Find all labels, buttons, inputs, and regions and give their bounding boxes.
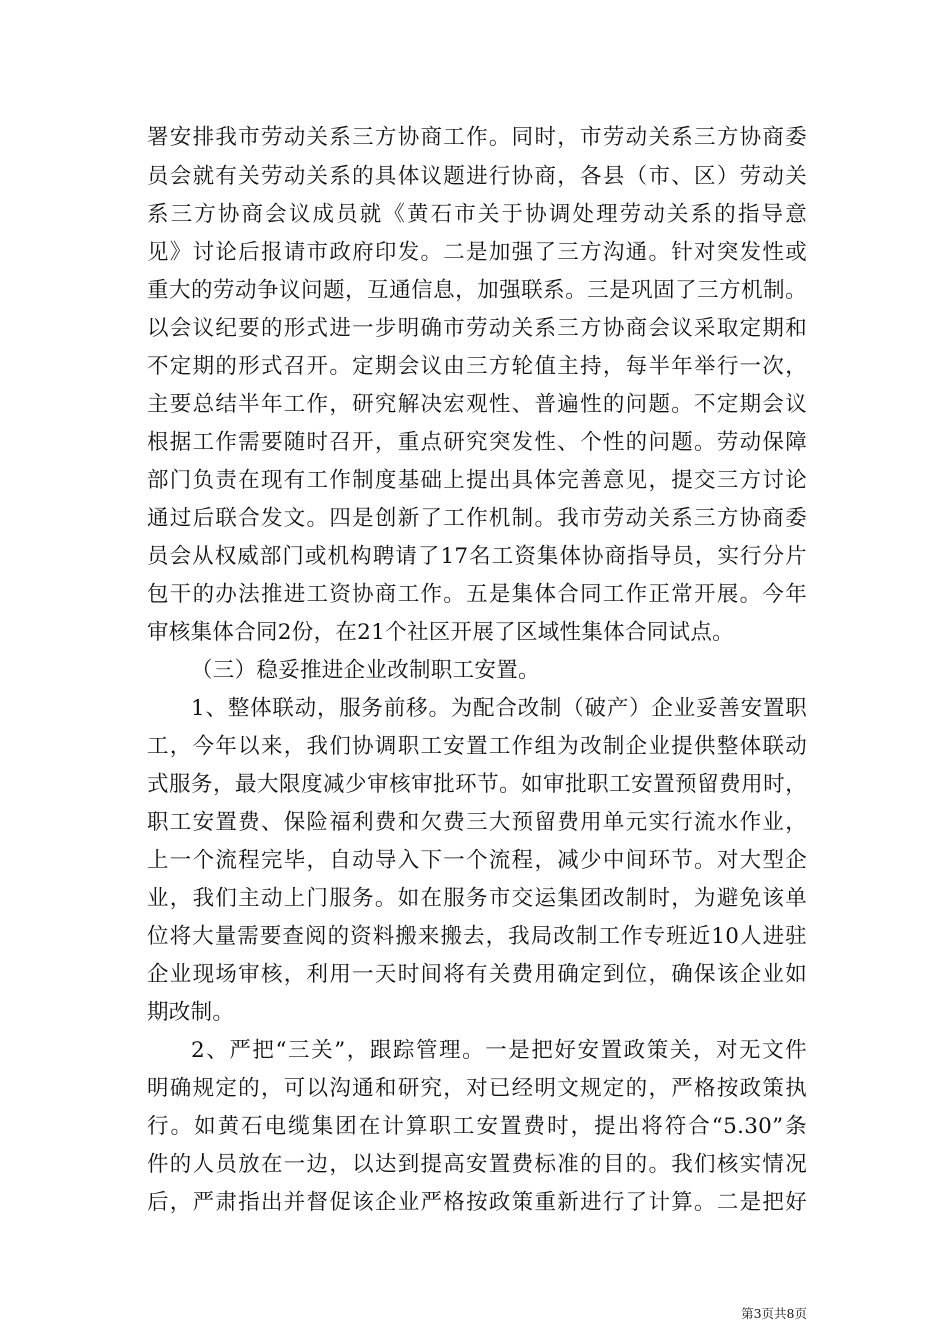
- text-line: 见》讨论后报请市政府印发。二是加强了三方沟通。针对突发性或: [147, 240, 807, 265]
- section-heading: （三）稳妥推进企业改制职工安置。: [191, 658, 540, 683]
- text-line: 明确规定的，可以沟通和研究，对已经明文规定的，严格按政策执: [147, 1076, 807, 1101]
- text-line: 审核集体合同2份，在21个社区开展了区域性集体合同试点。: [147, 620, 734, 645]
- text-line: 件的人员放在一边，以达到提高安置费标准的目的。我们核实情况: [147, 1152, 807, 1177]
- text-line: 后，严肃指出并督促该企业严格按政策重新进行了计算。二是把好: [147, 1190, 807, 1215]
- text-line: 主要总结半年工作，研究解决宏观性、普遍性的问题。不定期会议: [147, 392, 807, 417]
- text-line: 不定期的形式召开。定期会议由三方轮值主持，每半年举行一次，: [147, 354, 807, 379]
- text-line: 员会从权威部门或机构聘请了17名工资集体协商指导员，实行分片: [147, 544, 807, 569]
- text-line: 式服务，最大限度减少审核审批环节。如审批职工安置预留费用时，: [147, 772, 807, 797]
- text-line: 工，今年以来，我们协调职工安置工作组为改制企业提供整体联动: [147, 734, 807, 759]
- text-line: 重大的劳动争议问题，互通信息，加强联系。三是巩固了三方机制。: [147, 278, 807, 303]
- text-line: 位将大量需要查阅的资料搬来搬去，我局改制工作专班近10人进驻: [147, 924, 807, 949]
- text-line: 上一个流程完毕，自动导入下一个流程，减少中间环节。对大型企: [147, 848, 807, 873]
- text-line: 署安排我市劳动关系三方协商工作。同时，市劳动关系三方协商委: [147, 125, 807, 150]
- text-line: 包干的办法推进工资协商工作。五是集体合同工作正常开展。今年: [147, 582, 807, 607]
- page-number: 第3页共8页: [741, 1306, 807, 1321]
- text-line: 职工安置费、保险福利费和欠费三大预留费用单元实行流水作业，: [147, 810, 807, 835]
- text-line: 期改制。: [147, 1000, 235, 1025]
- text-line: 业，我们主动上门服务。如在服务市交运集团改制时，为避免该单: [147, 886, 807, 911]
- text-line: 2、严把“三关”，跟踪管理。一是把好安置政策关，对无文件: [191, 1038, 807, 1063]
- text-line: 部门负责在现有工作制度基础上提出具体完善意见，提交三方讨论: [147, 468, 807, 493]
- text-line: 1、整体联动，服务前移。为配合改制（破产）企业妥善安置职: [191, 696, 807, 721]
- text-line: 行。如黄石电缆集团在计算职工安置费时，提出将符合“5.30”条: [147, 1114, 807, 1139]
- text-line: 以会议纪要的形式进一步明确市劳动关系三方协商会议采取定期和: [147, 316, 807, 341]
- text-line: 企业现场审核，利用一天时间将有关费用确定到位，确保该企业如: [147, 962, 807, 987]
- text-line: 根据工作需要随时召开，重点研究突发性、个性的问题。劳动保障: [147, 430, 807, 455]
- text-line: 系三方协商会议成员就《黄石市关于协调处理劳动关系的指导意: [147, 202, 807, 227]
- text-line: 通过后联合发文。四是创新了工作机制。我市劳动关系三方协商委: [147, 506, 807, 531]
- text-line: 员会就有关劳动关系的具体议题进行协商，各县（市、区）劳动关: [147, 164, 807, 189]
